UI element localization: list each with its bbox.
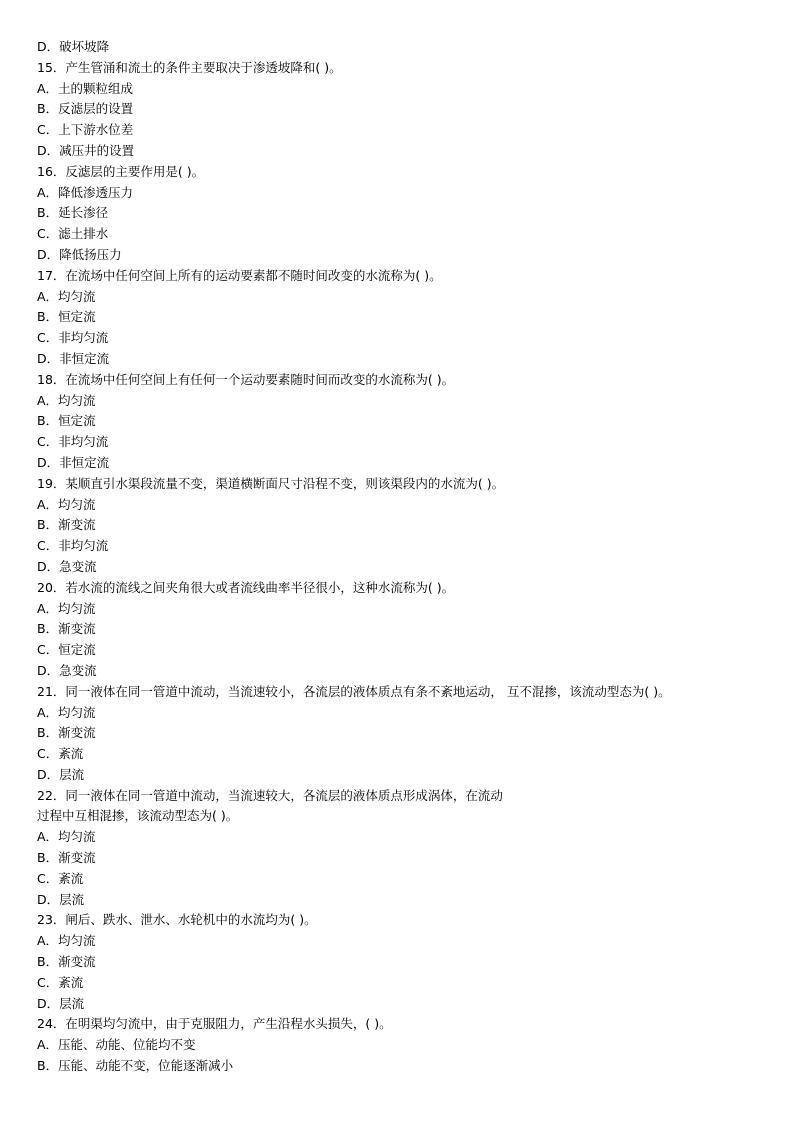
- option-line: D．层流: [37, 766, 85, 782]
- option-line: B．渐变流: [37, 621, 96, 637]
- option-line: D．急变流: [37, 558, 97, 574]
- option-line: C．非均匀流: [37, 330, 109, 346]
- question-line-continued: 过程中互相混掺，该流动型态为( )。: [37, 808, 239, 824]
- option-line: A．降低渗透压力: [37, 184, 134, 200]
- question-line: 18．在流场中任何空间上有任何一个运动要素随时间而改变的水流称为( )。: [37, 371, 455, 387]
- option-line: B．渐变流: [37, 517, 96, 533]
- question-line: 22．同一液体在同一管道中流动，当流速较大，各流层的液体质点形成涡体，在流动: [37, 787, 503, 803]
- option-line: D．破坏坡降: [37, 39, 110, 54]
- option-line: B．渐变流: [37, 850, 96, 866]
- question-line: 23．闸后、跌水、泄水、水轮机中的水流均为( )。: [37, 912, 317, 928]
- option-line: D．非恒定流: [37, 454, 110, 470]
- option-line: B．延长渗径: [37, 205, 109, 221]
- document-body: [37, 37, 767, 1077]
- option-line: C．上下游水位差: [37, 122, 134, 138]
- option-line: C．非均匀流: [37, 434, 109, 450]
- option-line: C．非均匀流: [37, 538, 109, 554]
- question-line: 21．同一液体在同一管道中流动，当流速较小，各流层的液体质点有条不紊地运动， 互不混掺，该流动型态为( )。: [37, 683, 671, 699]
- option-line: B．恒定流: [37, 309, 96, 325]
- option-line: D．降低扬压力: [37, 246, 122, 262]
- option-line: A．均匀流: [37, 496, 96, 512]
- question-line: 19．某顺直引水渠段流量不变，渠道横断面尺寸沿程不变，则该渠段内的水流为( )。: [37, 475, 505, 491]
- option-line: A．土的颗粒组成: [37, 80, 134, 96]
- option-line: B．渐变流: [37, 954, 96, 970]
- option-line: D．非恒定流: [37, 350, 110, 366]
- question-line: 24．在明渠均匀流中，由于克服阻力，产生沿程水头损失，( )。: [37, 1016, 392, 1032]
- option-line: A．均匀流: [37, 829, 96, 845]
- option-line: D．减压井的设置: [37, 142, 135, 158]
- option-line: A．均匀流: [37, 392, 96, 408]
- option-line: D．急变流: [37, 662, 97, 678]
- option-line: C．紊流: [37, 974, 84, 990]
- option-line: B．渐变流: [37, 725, 96, 741]
- option-line: B．反滤层的设置: [37, 101, 134, 117]
- option-line: B．压能、动能不变，位能逐渐减小: [37, 1058, 234, 1074]
- option-line: C．紊流: [37, 870, 84, 886]
- question-line: 20．若水流的流线之间夹角很大或者流线曲率半径很小，这种水流称为( )。: [37, 579, 455, 595]
- option-line: C．紊流: [37, 746, 84, 762]
- question-line: 16．反滤层的主要作用是( )。: [37, 163, 205, 179]
- option-line: B．恒定流: [37, 413, 96, 429]
- option-line: C．滤土排水: [37, 226, 109, 242]
- option-line: A．均匀流: [37, 704, 96, 720]
- option-line: C．恒定流: [37, 642, 96, 658]
- option-line: A．均匀流: [37, 288, 96, 304]
- option-line: A．均匀流: [37, 600, 96, 616]
- question-line: 17．在流场中任何空间上所有的运动要素都不随时间改变的水流称为( )。: [37, 267, 442, 283]
- option-line: A．压能、动能、位能均不变: [37, 1037, 196, 1053]
- question-line: 15．产生管涌和流土的条件主要取决于渗透坡降和( )。: [37, 59, 342, 75]
- option-line: D．层流: [37, 891, 85, 907]
- option-line: D．层流: [37, 995, 85, 1011]
- option-line: A．均匀流: [37, 933, 96, 949]
